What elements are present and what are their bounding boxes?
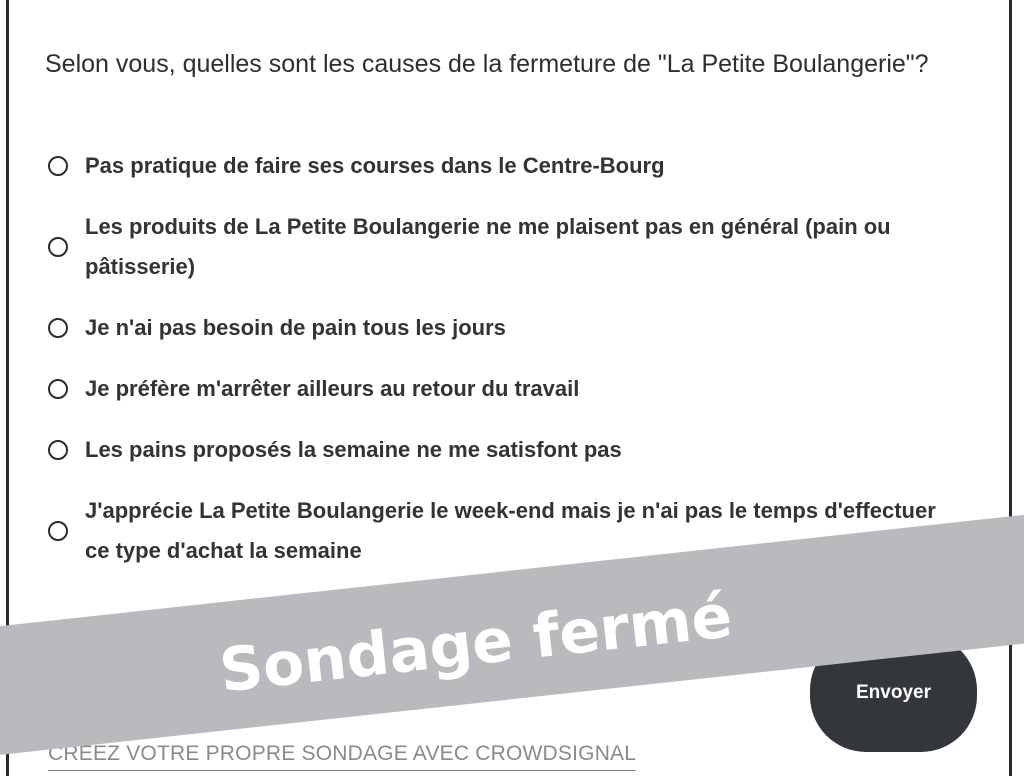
- radio-button-icon[interactable]: [48, 237, 68, 257]
- crowdsignal-link[interactable]: CRÉEZ VOTRE PROPRE SONDAGE AVEC CROWDSIGNAL: [48, 742, 636, 771]
- poll-option-4[interactable]: [48, 369, 958, 409]
- poll-option-3[interactable]: [48, 308, 958, 348]
- radio-button-icon[interactable]: [48, 379, 68, 399]
- poll-closed-text: Sondage fermé: [216, 581, 736, 707]
- radio-button-icon[interactable]: [48, 318, 68, 338]
- radio-button-icon[interactable]: [48, 156, 68, 176]
- submit-button[interactable]: Envoyer: [810, 634, 977, 752]
- poll-options: [48, 146, 958, 592]
- poll-option-label: Je n'ai pas besoin de pain tous les jours: [85, 315, 506, 340]
- poll-option-2[interactable]: [48, 207, 958, 287]
- poll-option-1[interactable]: [48, 146, 958, 186]
- poll-option-label: J'apprécie La Petite Boulangerie le week-end mais je n'ai pas le temps d'effectuer ce type d'achat la semaine: [85, 498, 936, 563]
- poll-option-label: Les pains proposés la semaine ne me satisfont pas: [85, 437, 622, 462]
- poll-option-label: Pas pratique de faire ses courses dans le Centre-Bourg: [85, 153, 665, 178]
- poll-option-label: Je préfère m'arrêter ailleurs au retour du travail: [85, 376, 580, 401]
- radio-button-icon[interactable]: [48, 440, 68, 460]
- poll-option-label: Les produits de La Petite Boulangerie ne me plaisent pas en général (pain ou pâtisserie): [85, 214, 891, 279]
- poll-question: Selon vous, quelles sont les causes de la fermeture de "La Petite Boulangerie"?: [45, 50, 929, 78]
- radio-button-icon[interactable]: [48, 521, 68, 541]
- poll-option-5[interactable]: [48, 430, 958, 470]
